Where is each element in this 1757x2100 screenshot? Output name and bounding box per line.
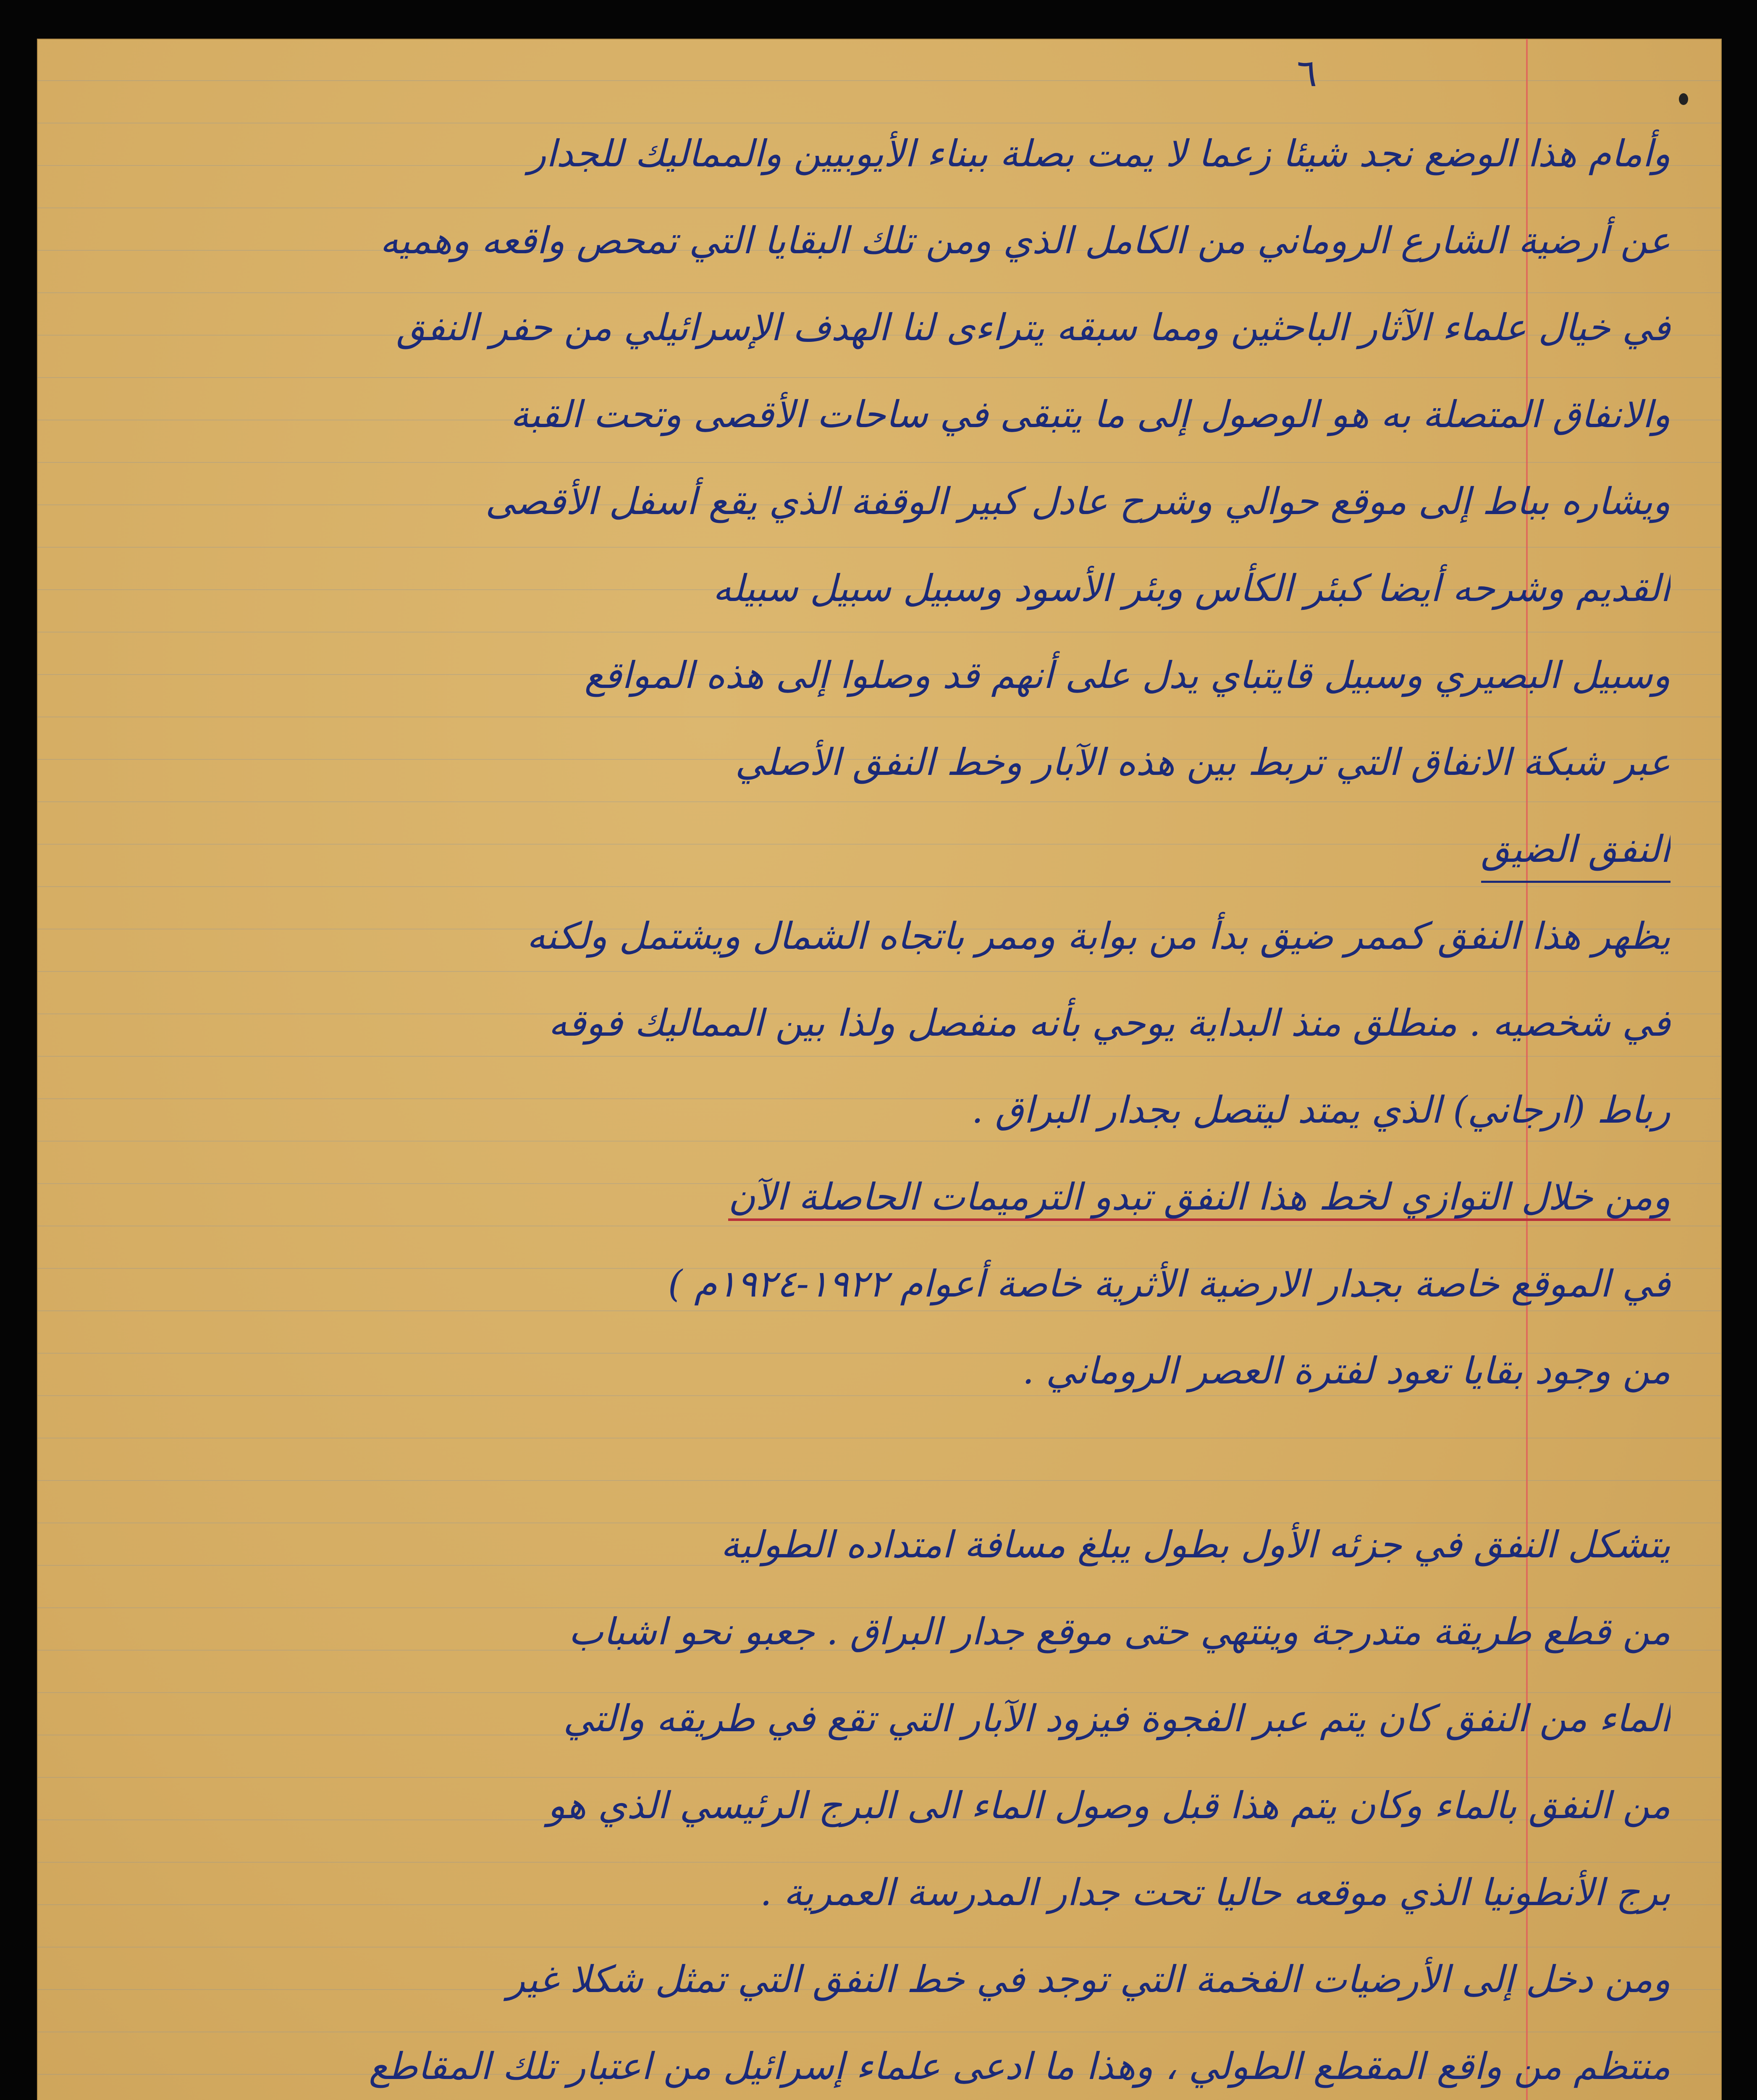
- text-line: من النفق بالماء وكان يتم هذا قبل وصول الماء الى البرج الرئيسي الذي هو: [547, 1784, 1670, 1827]
- text-line: القديم وشرحه أيضا كبئر الكأس وبئر الأسود وسبيل سبيل سبيله: [713, 567, 1670, 610]
- text-line: وأمام هذا الوضع نجد شيئا زعما لا يمت بصلة ببناء الأيوبيين والمماليك للجدار: [528, 132, 1670, 175]
- page-number: ٦: [1297, 51, 1317, 95]
- text-line: برج الأنطونيا الذي موقعه حاليا تحت جدار المدرسة العمرية .: [760, 1871, 1670, 1914]
- text-line: الماء من النفق كان يتم عبر الفجوة فيزود الآبار التي تقع في طريقه والتي: [563, 1697, 1670, 1740]
- text-line: وسبيل البصيري وسبيل قايتباي يدل على أنهم قد وصلوا إلى هذه المواقع: [584, 654, 1670, 697]
- text-line: عن أرضية الشارع الروماني من الكامل الذي ومن تلك البقايا التي تمحص واقعه وهميه: [380, 219, 1670, 262]
- notebook-page: [37, 39, 1722, 2100]
- text-line: رباط (ارجاني) الذي يمتد ليتصل بجدار البراق .: [971, 1088, 1670, 1131]
- text-line: من وجود بقايا تعود لفترة العصر الروماني .: [1022, 1349, 1670, 1392]
- handwritten-text: [75, 110, 1670, 2100]
- text-line: عبر شبكة الانفاق التي تربط بين هذه الآبار وخط النفق الأصلي: [735, 740, 1670, 784]
- section-heading: النفق الضيق: [1481, 818, 1670, 883]
- text-line: ويشاره بباط إلى موقع حوالي وشرح عادل كبير الوقفة الذي يقع أسفل الأقصى: [485, 480, 1670, 523]
- section-heading-line: [75, 806, 1670, 892]
- text-line: والانفاق المتصلة به هو الوصول إلى ما يتبقى في ساحات الأقصى وتحت القبة: [510, 393, 1670, 436]
- text-line: يتشكل النفق في جزئه الأول بطول يبلغ مسافة امتداده الطولية: [721, 1523, 1670, 1566]
- text-line: من قطع طريقة متدرجة وينتهي حتى موقع جدار البراق . جعبو نحو اشباب: [568, 1610, 1670, 1653]
- ink-dot: [1679, 93, 1688, 105]
- blank-line: [75, 1414, 1670, 1501]
- text-line: في خيال علماء الآثار الباحثين ومما سبقه يتراءى لنا الهدف الإسرائيلي من حفر النفق: [396, 306, 1670, 349]
- text-line: يظهر هذا النفق كممر ضيق بدأ من بوابة وممر باتجاه الشمال ويشتمل ولكنه: [527, 914, 1670, 958]
- text-line: منتظم من واقع المقطع الطولي ، وهذا ما ادعى علماء إسرائيل من اعتبار تلك المقاطع: [369, 2045, 1670, 2088]
- underlined-text: ومن خلال التوازي لخط هذا النفق تبدو الترميمات الحاصلة الآن: [728, 1175, 1670, 1221]
- text-line: في شخصيه . منطلق منذ البداية يوحي بأنه منفصل ولذا بين المماليك فوقه: [548, 1001, 1670, 1045]
- text-line: في الموقع خاصة بجدار الارضية الأثرية خاصة أعوام ١٩٢٢-١٩٢٤م ): [668, 1262, 1670, 1305]
- text-line: [75, 1153, 1670, 1240]
- text-line: ومن دخل إلى الأرضيات الفخمة التي توجد في خط النفق التي تمثل شكلا غير: [507, 1958, 1670, 2001]
